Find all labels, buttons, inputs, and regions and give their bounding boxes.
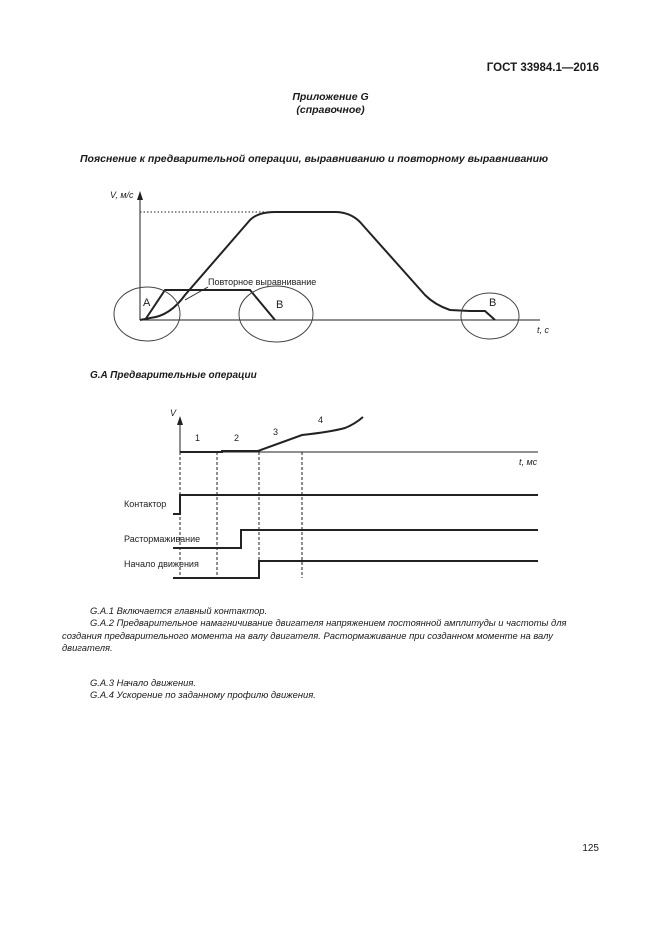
phase-2-label: 2 — [234, 433, 240, 443]
zone-b2-label: B — [489, 297, 497, 309]
relevel-label: Повторное выравнивание — [208, 277, 317, 287]
fig1-axis-arrow — [137, 191, 143, 200]
fig1-y-label: V, м/с — [110, 190, 134, 200]
zone-b-circle — [239, 286, 313, 342]
relevel-pointer — [185, 287, 208, 300]
phase-3-label: 3 — [273, 427, 279, 437]
section-title: Пояснение к предварительной операции, выравниванию и повторному выравниванию — [80, 153, 549, 165]
signal-motion-start-label: Начало движения — [124, 559, 199, 569]
note-ga3: G.A.3 Начало движения. — [90, 677, 196, 688]
standard-header: ГОСТ 33984.1—2016 — [486, 62, 599, 74]
appendix-subtitle: (справочное) — [296, 104, 365, 116]
signal-brake-release-label: Растормаживание — [124, 534, 201, 544]
speed-profile-curve — [140, 212, 495, 320]
appendix-title: Приложение G — [292, 91, 369, 103]
phase-1-label: 1 — [195, 433, 201, 443]
zone-a-label: A — [143, 297, 151, 309]
note-ga4: G.A.4 Ускорение по заданному профилю движения. — [90, 689, 316, 700]
zone-a-circle — [114, 287, 180, 341]
note-ga2: G.A.2 Предварительное намагничивание двигателя напряжением постоянной амплитуды и частоты для создания предварительного момента на валу двигателя. Растормаживание при созданном моменте на валу двигателя. — [62, 617, 567, 653]
fig2-y-label: V — [170, 408, 177, 418]
page-number: 125 — [582, 843, 599, 854]
phase-4-label: 4 — [318, 415, 324, 425]
signal-contactor-label: Контактор — [124, 499, 167, 509]
figure2-caption: G.A Предварительные операции — [90, 370, 257, 381]
fig2-x-label: t, мс — [519, 457, 538, 467]
fig1-x-label: t, с — [537, 325, 550, 335]
zone-b-label: B — [276, 299, 284, 311]
pre-operation-curve — [145, 290, 275, 320]
note-ga1: G.A.1 Включается главный контактор. — [90, 605, 268, 616]
